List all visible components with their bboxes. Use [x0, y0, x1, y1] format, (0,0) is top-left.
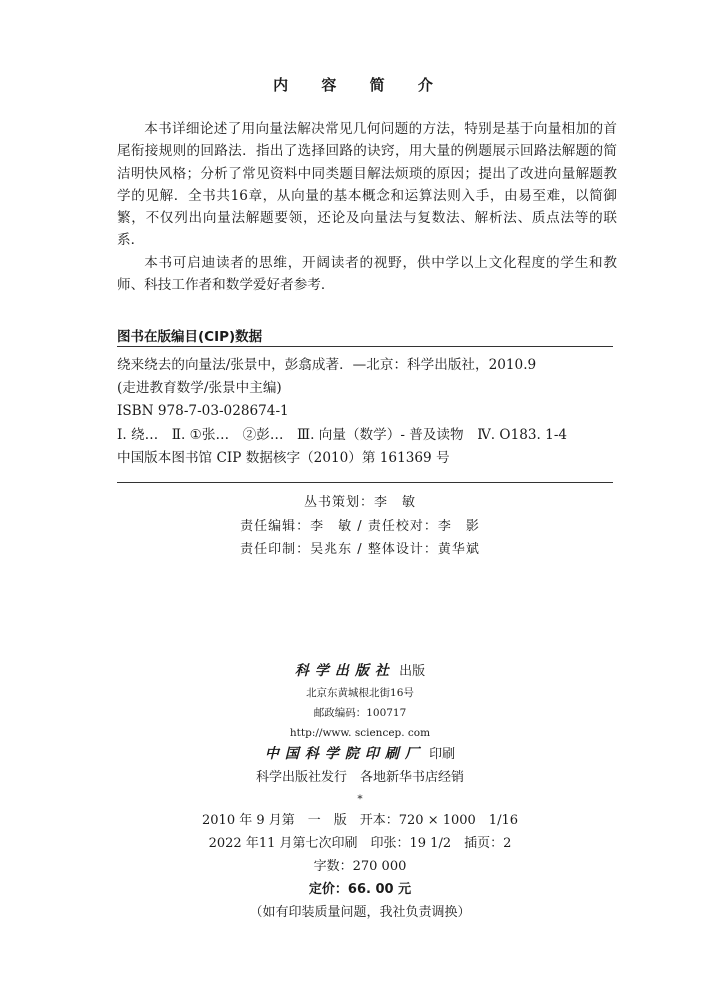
cip-line-2: (走进教育数学/张景中主编) [117, 380, 282, 397]
cip-block [117, 354, 622, 470]
printing-line: 2022 年11 月第七次印刷 印张：19 1/2 插页：2 [208, 836, 512, 851]
intro-paragraph-2: 本书可启迪读者的思维，开阔读者的视野，供中学以上文化程度的学生和教师、科技工作者和数学爱好者参考． [117, 254, 617, 294]
cip-line-3: ISBN 978-7-03-028674-1 [117, 403, 289, 420]
credits-block [0, 491, 720, 562]
separator-star: * [357, 793, 363, 805]
publisher-address: 北京东黄城根北街16号 [306, 687, 414, 699]
note-line: （如有印装质量问题，我社负责调换） [249, 905, 471, 920]
printer-suffix: 印刷 [429, 747, 456, 762]
credits-line-2: 责任编辑：李 敏 / 责任校对：李 影 [240, 518, 480, 534]
cip-top-rule [117, 346, 613, 347]
page-title: 内 容 简 介 [273, 76, 447, 94]
cip-line-1: 绕来绕去的向量法/张景中，彭翕成著．—北京：科学出版社，2010.9 [117, 357, 537, 373]
publisher-postcode: 邮政编码：100717 [313, 707, 407, 719]
intro-section [117, 118, 617, 296]
cip-bottom-rule [117, 482, 613, 483]
publisher-block [0, 660, 720, 924]
printer-logo: 中国科学院印刷厂 [264, 746, 425, 762]
publisher-logo: 科学出版社 [294, 663, 395, 679]
publisher-suffix: 出版 [399, 664, 426, 679]
distribution-line: 科学出版社发行 各地新华书店经销 [255, 770, 464, 785]
intro-paragraph-1: 本书详细论述了用向量法解决常见几何问题的方法，特别是基于向量相加的首尾衔接规则的回路法．指出了选择回路的诀窍，用大量的例题展示回路法解题的简洁明快风格；分析了常见资料中同类题目解法烦琐的原因；提出了改进向量解题教学的见解．全书共16章，从向量的基本概念和运算法则入手，由易至难，以简御繁，不仅列出向量法解题要领，还论及向量法与复数法、解析法、质点法等的联系． [117, 121, 617, 249]
cip-heading: 图书在版编目(CIP)数据 [117, 329, 263, 345]
cip-line-5: 中国版本图书馆 CIP 数据核字（2010）第 161369 号 [117, 449, 450, 466]
wordcount-line: 字数：270 000 [313, 859, 407, 874]
cip-line-4: Ⅰ. 绕… Ⅱ. ①张… ②彭… Ⅲ. 向量（数学）- 普及读物 Ⅳ. O183. 1-4 [117, 426, 568, 443]
credits-line-3: 责任印制：吴兆东 / 整体设计：黄华斌 [240, 542, 480, 557]
publisher-url: http://www. sciencep. com [289, 727, 431, 739]
price-line: 定价：66. 00 元 [308, 882, 412, 897]
credits-line-1: 丛书策划：李 敏 [303, 495, 416, 510]
edition-line: 2010 年 9 月第 一 版 开本：720 × 1000 1/16 [202, 813, 518, 828]
